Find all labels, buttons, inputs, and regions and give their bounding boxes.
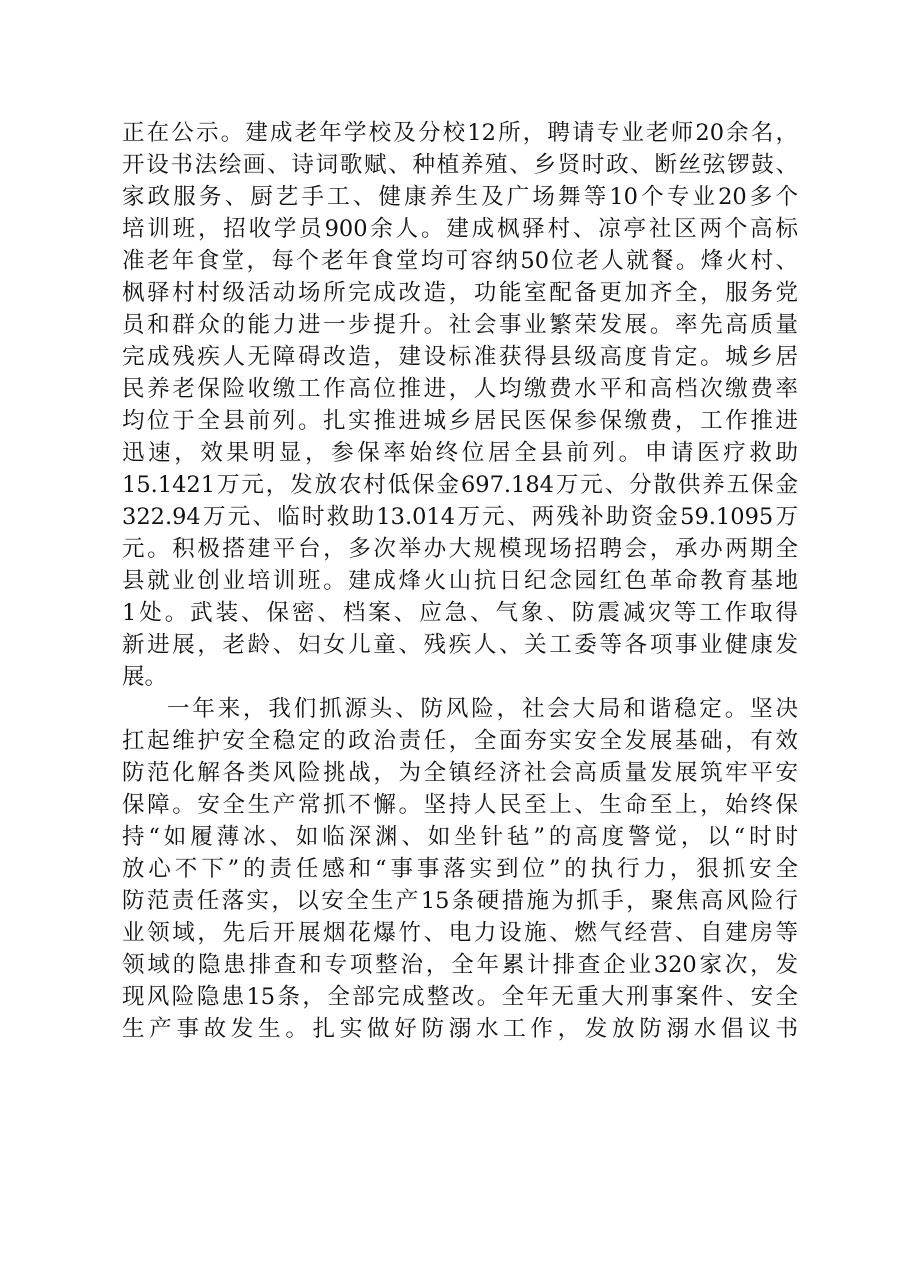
- text-line: 县就业创业培训班。建成烽火山抗日纪念园红色革命教育基地: [122, 568, 798, 594]
- text-line: 322.94万元、临时救助13.014万元、两残补助资金59.1095万: [122, 504, 798, 530]
- text-line: 元。积极搭建平台，多次举办大规模现场招聘会，承办两期全: [122, 536, 798, 562]
- text-line: 保障。安全生产常抓不懈。坚持人民至上、生命至上，始终保: [122, 792, 798, 818]
- text-line: 完成残疾人无障碍改造，建设标准获得县级高度肯定。城乡居: [122, 344, 798, 370]
- text-line: 家政服务、厨艺手工、健康养生及广场舞等10个专业20多个: [122, 184, 798, 210]
- text-line: 新进展，老龄、妇女儿童、残疾人、关工委等各项事业健康发: [122, 632, 798, 658]
- text-line: 放心不下”的责任感和“事事落实到位”的执行力，狠抓安全: [122, 856, 798, 882]
- paragraph-first-line: 一年来，我们抓源头、防风险，社会大局和谐稳定。坚决: [167, 696, 798, 722]
- text-line: 员和群众的能力进一步提升。社会事业繁荣发展。率先高质量: [122, 312, 798, 338]
- text-line: 业领域，先后开展烟花爆竹、电力设施、燃气经营、自建房等: [122, 920, 798, 946]
- text-line: 现风险隐患15条，全部完成整改。全年无重大刑事案件、安全: [122, 984, 798, 1010]
- text-line: 培训班，招收学员900余人。建成枫驿村、凉亭社区两个高标: [122, 216, 798, 242]
- text-line: 民养老保险收缴工作高位推进，人均缴费水平和高档次缴费率: [122, 376, 798, 402]
- text-line: 防范责任落实，以安全生产15条硬措施为抓手，聚焦高风险行: [122, 888, 798, 914]
- text-line: 均位于全县前列。扎实推进城乡居民医保参保缴费，工作推进: [122, 408, 798, 434]
- text-line: 展。: [122, 664, 168, 690]
- text-line: 持“如履薄冰、如临深渊、如坐针毡”的高度警觉，以“时时: [122, 824, 798, 850]
- text-line: 领域的隐患排查和专项整治，全年累计排查企业320家次，发: [122, 952, 798, 978]
- text-line: 防范化解各类风险挑战，为全镇经济社会高质量发展筑牢平安: [122, 760, 798, 786]
- body-text: [122, 117, 798, 1045]
- text-line: 15.1421万元，发放农村低保金697.184万元、分散供养五保金: [122, 472, 798, 498]
- text-line: 迅速，效果明显，参保率始终位居全县前列。申请医疗救助: [122, 440, 798, 466]
- text-line: 准老年食堂，每个老年食堂均可容纳50位老人就餐。烽火村、: [122, 248, 798, 274]
- text-line: 1处。武装、保密、档案、应急、气象、防震减灾等工作取得: [122, 600, 798, 626]
- text-line: 开设书法绘画、诗词歌赋、种植养殖、乡贤时政、断丝弦锣鼓、: [122, 152, 798, 178]
- text-line: 生产事故发生。扎实做好防溺水工作，发放防溺水倡议书: [122, 1016, 798, 1042]
- text-line: 正在公示。建成老年学校及分校12所，聘请专业老师20余名，: [122, 120, 798, 146]
- text-line: 扛起维护安全稳定的政治责任，全面夯实安全发展基础，有效: [122, 728, 798, 754]
- text-line: 枫驿村村级活动场所完成改造，功能室配备更加齐全，服务党: [122, 280, 798, 306]
